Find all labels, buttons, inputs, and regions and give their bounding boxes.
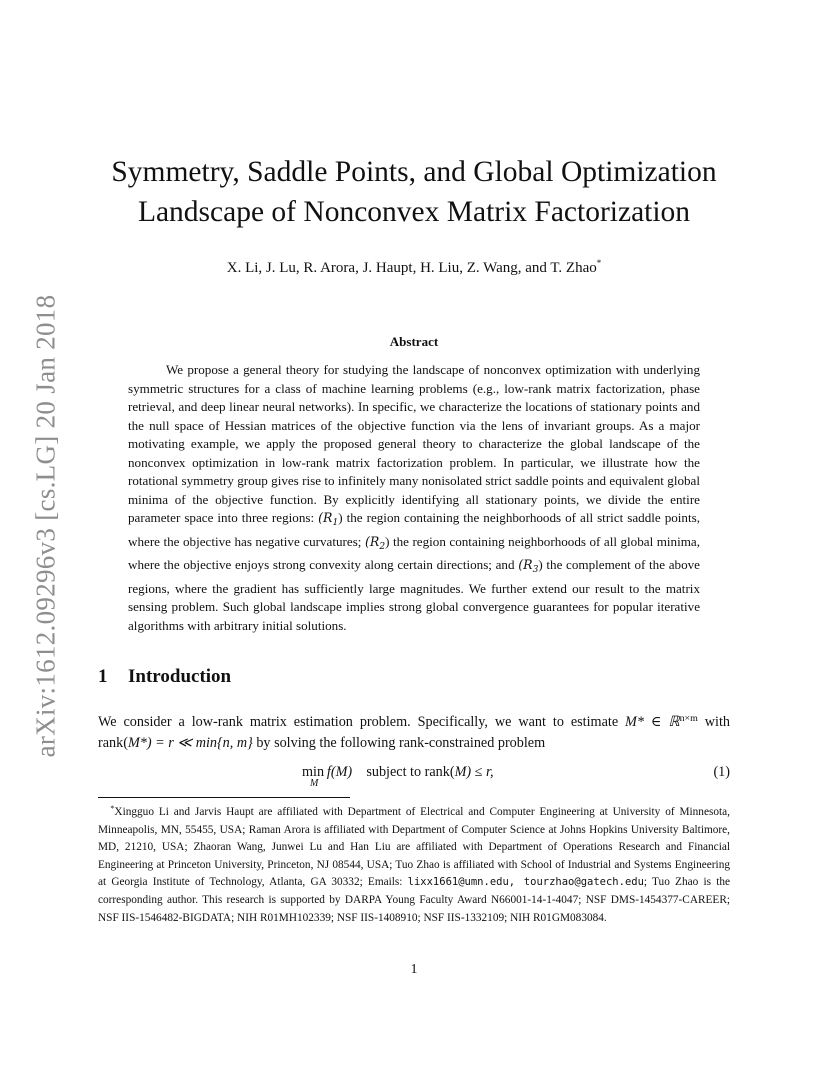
min-operator: min M xyxy=(302,764,325,789)
intro-math-1: M* ∈ ℝ xyxy=(625,714,680,730)
equation-constraint-text: subject to rank( xyxy=(366,764,455,780)
intro-text-2: with rank( xyxy=(98,714,730,751)
author-footnote-mark: * xyxy=(596,258,602,268)
title-line-2: Landscape of Nonconvex Matrix Factorization xyxy=(137,196,691,228)
author-names: X. Li, J. Lu, R. Arora, J. Haupt, H. Liu, Z. Wang, and T. Zhao xyxy=(226,260,597,276)
footnote-text-1: Xingguo Li and Jarvis Haupt are affiliated with Department of Electrical and Computer Engineering at University of Minnesota, Minneapolis, MN, 55455, USA; Raman Arora is affiliated with Department of Computer Science at Johns Hopkins University Baltimore, MD, 21210, USA; Zhaoran Wang, Junwei Lu and Han Liu are affiliated with Department of Operations Research and Financial Engineering at Princeton University, Princeton, NJ 08544, USA; Tuo Zhao is affiliated with School of Industrial and Systems Engineering at Georgia Institute of Technology, Atlanta, GA 30332; Emails: xyxy=(98,806,730,889)
equation-body xyxy=(302,764,494,789)
abstract-text-part-2: ) the region containing the neighborhoods of all strict saddle points, where the objective has negative curvatures; xyxy=(128,510,700,549)
footnote-mark: * xyxy=(110,804,115,813)
equation-constraint-math: M) ≤ r, xyxy=(454,764,494,780)
page-number: 1 xyxy=(410,962,418,977)
region-label-3: ($R_3$ xyxy=(518,557,539,575)
title-line-1: Symmetry, Saddle Points, and Global Optimization xyxy=(111,156,717,188)
section-title: Introduction xyxy=(128,666,232,687)
abstract-heading: Abstract xyxy=(389,334,439,349)
intro-math-1-superscript: n×m xyxy=(679,713,698,724)
paper-title xyxy=(80,152,748,232)
section-heading xyxy=(98,666,231,688)
abstract-paragraph xyxy=(128,361,700,635)
abstract-text-part-3: ) the region containing neighborhoods of all global minima, where the objective enjoys strong convexity along certain directions; and xyxy=(128,533,700,572)
intro-text-3: by solving the following rank-constrained problem xyxy=(252,735,546,751)
intro-paragraph xyxy=(98,708,730,754)
equation-objective: f(M) xyxy=(326,764,353,780)
footnote-divider xyxy=(98,797,350,798)
author-list xyxy=(80,258,748,277)
equation-number: (1) xyxy=(713,764,730,780)
arxiv-identifier-stamp: arXiv:1612.09296v3 [cs.LG] 20 Jan 2018 xyxy=(30,294,61,758)
min-operator-subscript: M xyxy=(310,778,319,789)
region-label-1: ($R_1$ xyxy=(318,510,339,528)
abstract-text-part-1: We propose a general theory for studying the landscape of nonconvex optimization with underlying symmetric structures for a class of machine learning problems (e.g., low-rank matrix factorization, phase retrieval, and deep linear neural networks). In specific, we characterize the locations of stationary points and the null space of Hessian matrices of the objective function via the lens of invariant groups. As a major motivating example, we apply the proposed general theory to characterize the global landscape of the nonconvex optimization in low-rank matrix factorization problem. In particular, we illustrate how the rotational symmetry group gives rise to infinitely many nonisolated strict saddle points and equivalent global minima of the objective function. By explicitly identifying all stationary points, we divide the entire parameter space into three regions: xyxy=(128,362,700,525)
intro-math-2: M*) = r ≪ min{n, m} xyxy=(127,735,253,751)
region-label-2: ($R_2$ xyxy=(364,533,386,552)
section-number: 1 xyxy=(98,666,108,687)
abstract-text-part-4: ) the complement of the above regions, where the gradient has sufficiently large magnitudes. We further extend our result to the matrix sensing problem. Such global landscape implies strong global convergence guarantees for popular iterative algorithms with arbitrary initial solutions. xyxy=(128,557,700,633)
intro-text-1: We consider a low-rank matrix estimation problem. Specifically, we want to estimate xyxy=(98,714,626,730)
footnote xyxy=(98,800,730,927)
abstract-body xyxy=(128,361,700,635)
footnote-text-2: ; Tuo Zhao is the corresponding author. This research is supported by DARPA Young Faculty Award N66001-14-1-4047; NSF DMS-1454377-CAREER; NSF IIS-1546482-BIGDATA; NIH R01MH102339; NSF IIS-1408910; NSF IIS-1332109; NIH R01GM083084. xyxy=(98,876,730,924)
footnote-emails: lixx1661@umn.edu, tourzhao@gatech.edu xyxy=(407,876,644,889)
